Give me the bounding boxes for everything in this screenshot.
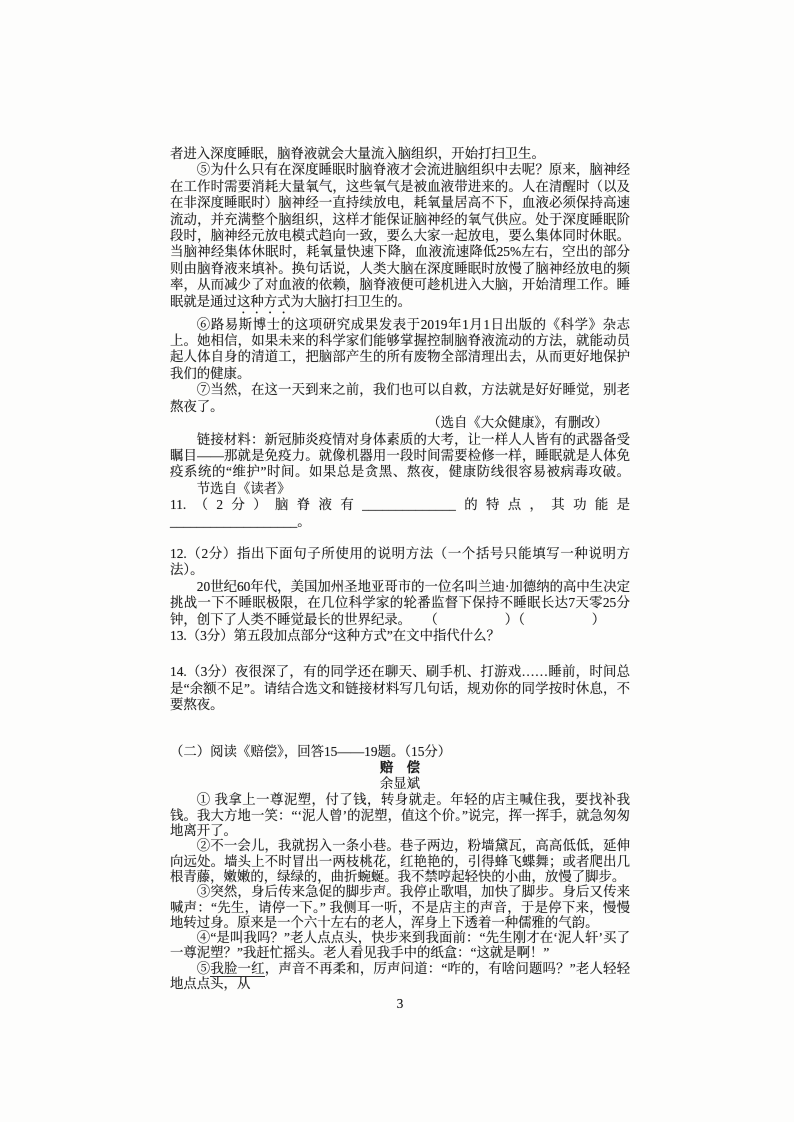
- underlined-phrase: 我脸一红: [210, 960, 265, 976]
- story-paragraph-2: ②不一会儿，我就拐入一条小巷。巷子两边，粉墙黛瓦，高高低低，延伸向远处。墙头上不时冒出一两枝桃花，红艳艳的，引得蜂飞蝶舞；或者爬出几根青藤，嫩嫩的，绿绿的，曲折蜿蜒。我不禁哼起轻快的小曲，放慢了脚步。: [170, 838, 630, 884]
- passage1-source-attribution: （选自《大众健康》，有删改）: [427, 415, 608, 431]
- question-12-quoted-sentence: 20世纪60年代，美国加州圣地亚哥市的一位名叫兰迪·加德纳的高中生决定挑战一下不睡眠极限，在几位科学家的轮番监督下保持不睡眠长达7天零25分钟，创下了人类不睡觉最长的世界纪录。 （ ）（ ）: [170, 578, 630, 627]
- story-paragraph-1: ① 我拿上一尊泥塑，付了钱，转身就走。年轻的店主喊住我，要找补我钱。我大方地一笑：“‘泥人曾’的泥塑，值这个价。”说完，挥一挥手，就急匆匆地离开了。: [170, 792, 630, 839]
- reading2-author: 余显斌: [379, 776, 421, 792]
- link-material-paragraph: [170, 432, 630, 498]
- emphasis-dotted-phrase: 这种方式: [236, 293, 291, 309]
- page-number: 3: [396, 996, 404, 1012]
- question-14: 14.（3分）夜很深了，有的同学还在聊天、刷手机、打游戏……睡前，时间总是“余额不足”。请结合选文和链接材料写几句话，规劝你的同学按时休息，不要熬夜。: [170, 664, 630, 713]
- reading2-section: [170, 744, 630, 1012]
- link-material-source: 节选自《读者》: [196, 480, 291, 496]
- story-paragraph-5-tail: ，声音不再柔和，厉声问道：“咋的，有啥问题吗？”老人轻轻地点点头，从: [170, 960, 631, 992]
- page-text-block: [170, 146, 630, 1012]
- passage1-paragraph-7: ⑦当然，在这一天到来之前，我们也可以自救，方法就是好好睡觉，别老熬夜了。: [170, 382, 630, 414]
- link-material-text: 链接材料：新冠肺炎疫情对身体素质的大考，让一样人人皆有的武器备受瞩目——那就是免疫力。就像机器用一段时间需要检修一样，睡眠就是人体免疫系统的“维护”时间。如果总是贪黑、熬夜，健康防线很容易被病毒攻破。: [170, 431, 630, 480]
- story-paragraph-3: ③突然，身后传来急促的脚步声。我停止歌唱，加快了脚步。身后又传来喊声：“先生，请停一下。” 我侧耳一听，不是店主的声音，于是停下来，慢慢地转过身。原来是一个六十左右的老人，浑身上下透着一种儒雅的气韵。: [170, 884, 630, 930]
- passage1-continuation-line: 者进入深度睡眠，脑脊液就会大量流入脑组织，开始打扫卫生。: [170, 146, 545, 161]
- question-11: 11.（2分）脑脊液有______________的特点，其功能是 ___________________。: [170, 497, 630, 529]
- passage1-paragraph-6: ⑥路易斯博士的这项研究成果发表于2019年1月1日出版的《科学》杂志上。她相信，如果未来的科学家们能够掌握控制脑脊液流动的方法，就能动员起人体自身的清道工，把脑部产生的所有废物全部清理出去，从而更好地保护我们的健康。: [170, 316, 630, 381]
- reading2-section-heading: （二）阅读《赔偿》，回答15——19题。（15分）: [170, 743, 452, 759]
- story-paragraph-5-marker: ⑤: [196, 960, 211, 976]
- reading2-title: 赔 偿: [379, 759, 421, 775]
- passage1-paragraph-5: [170, 162, 630, 316]
- passage1-paragraph-5-tail: 为大脑打扫卫生的。: [290, 293, 412, 309]
- story-paragraph-4: ④“是叫我吗？”老人点点头，快步来到我面前：“先生刚才在‘泥人轩’买了一尊泥塑？”我赶忙摇头。老人看见我手中的纸盒：“这就是啊！”: [170, 930, 630, 961]
- passage1-paragraph-5-text: ⑤为什么只有在深度睡眠时脑脊液才会流进脑组织中去呢？原来，脑神经在工作时需要消耗大量氧气，这些氧气是被血液带进来的。人在清醒时（以及在非深度睡眠时）脑神经一直持续放电，耗氧量居高不下，血液必须保持高速流动，并充满整个脑组织，这样才能保证脑神经的氧气供应。处于深度睡眠阶段时，脑神经元放电模式趋向一致，要么大家一起放电，要么集体同时休眠。当脑神经集体休眠时，耗氧量快速下降，血液流速降低25%左右，空出的部分则由脑脊液来填补。换句话说，人类大脑在深度睡眠时放慢了脑神经放电的频率，从而减少了对血液的依赖，脑脊液便可趁机进入大脑，开始清理工作。睡眠就是通过: [170, 162, 630, 309]
- question-12-stem: 12.（2分）指出下面句子所使用的说明方法（一个括号只能填写一种说明方法）。: [170, 545, 630, 578]
- question-13: 13.（3分）第五段加点部分“这种方式”在文中指代什么？: [170, 627, 500, 643]
- story-paragraph-5: [170, 961, 630, 992]
